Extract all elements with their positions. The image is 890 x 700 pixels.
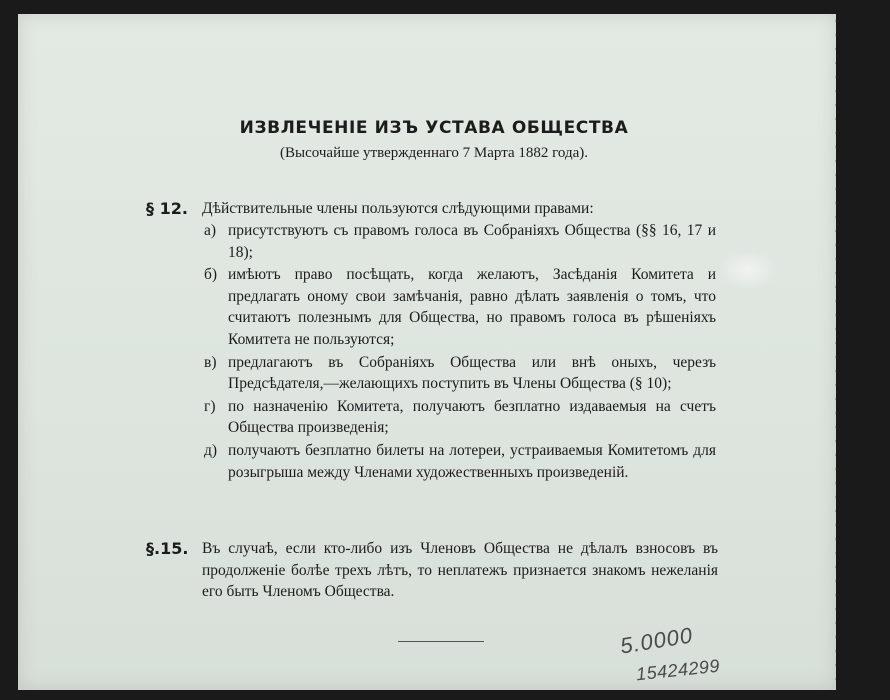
list-item <box>204 264 716 350</box>
section-number: §.15. <box>146 539 189 558</box>
divider-line <box>398 641 484 642</box>
item-letter: а) <box>204 222 217 239</box>
section-text: Въ случаѣ, если кто-либо изъ Членовъ Общества не дѣлалъ взносовъ въ продолженіе болѣе трехъ лѣтъ, то неплатежъ признается знакомъ нежеланія его быть Членомъ Общества. <box>202 540 718 601</box>
list-item <box>204 352 716 395</box>
item-letter: в) <box>204 353 217 371</box>
document-subtitle: (Высочайше утвержденнаго 7 Марта 1882 года). <box>280 145 588 161</box>
section-15 <box>148 538 716 608</box>
item-text: предлагаютъ въ Собраніяхъ Общества или внѣ оныхъ, черезъ Предсѣдателя,—желающихъ поступить въ Члены Общества (§ 10); <box>228 353 716 393</box>
item-text: имѣютъ право посѣщать, когда желаютъ, Засѣданія Комитета и предлагать оному свои замѣчанія, равно дѣлать заявленія о томъ, что считаютъ полезнымъ для Общества, но правомъ голоса въ рѣшеніяхъ Комитета не пользуются; <box>228 266 716 348</box>
section-12 <box>148 198 716 528</box>
item-letter: д) <box>204 441 218 459</box>
section-items <box>204 220 716 484</box>
item-text: по назначенію Комитета, получаютъ безплатно издаваемыя на счетъ Общества произведенія; <box>228 397 716 437</box>
document-sheet <box>18 14 836 690</box>
section-intro: Дѣйствительные члены пользуются слѣдующими правами: <box>202 200 594 217</box>
pencil-id-note: 15424299 <box>635 655 721 685</box>
list-item <box>204 440 716 483</box>
document-body <box>18 14 836 690</box>
list-item <box>204 220 716 263</box>
document-title: ИЗВЛЕЧЕНІЕ ИЗЪ УСТАВА ОБЩЕСТВА <box>239 118 629 138</box>
list-item <box>204 396 716 439</box>
pencil-price-note: 5.0000 <box>618 622 695 659</box>
item-text: получаютъ безплатно билеты на лотереи, устраиваемыя Комитетомъ для розыгрыша между Членами художественныхъ произведеній. <box>228 441 716 481</box>
item-text: присутствуютъ съ правомъ голоса въ Собраніяхъ Общества (§§ 16, 17 и 18); <box>228 222 716 261</box>
item-letter: г) <box>204 397 216 415</box>
item-letter: б) <box>204 266 218 284</box>
section-number: § 12. <box>146 199 188 218</box>
